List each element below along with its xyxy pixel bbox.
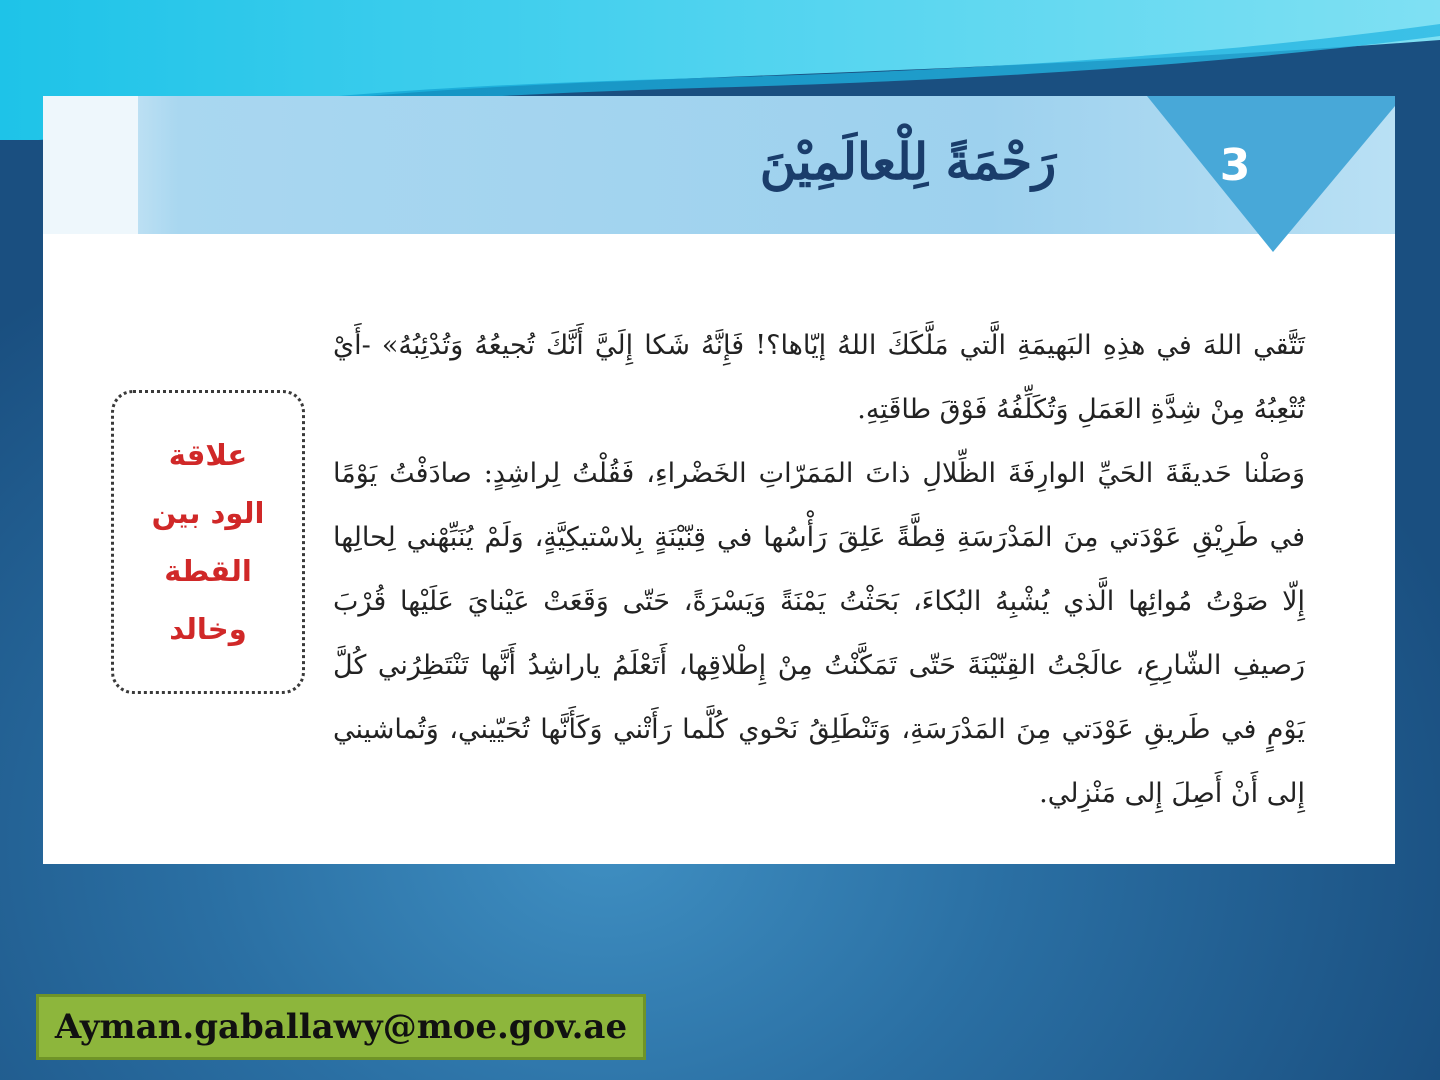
lesson-title: رَحْمَةً لِلْعالَمِيْنَ (759, 132, 1057, 191)
textbook-page (43, 96, 1395, 864)
side-note-box (111, 390, 305, 694)
side-note-line: الود بين (151, 496, 265, 530)
passage-paragraph: تَتَّقي اللهَ في هذِهِ البَهيمَةِ الَّتي مَلَّكَكَ اللهُ إيّاها؟! فَإِنَّهُ شَكا إِلَيَّ أَنَّكَ تُجيعُهُ وَتُدْئِبُهُ» -أَيْ تُتْعِبُهُ مِنْ شِدَّةِ العَمَلِ وَتُكَلِّفُهُ فَوْقَ طاقَتِهِ. (333, 330, 1305, 425)
header-band-edge (43, 96, 138, 234)
author-email: Ayman.gaballawy@moe.gov.ae (54, 1007, 628, 1047)
lesson-number: 3 (1219, 140, 1251, 191)
passage-paragraph: وَصَلْنا حَديقَةَ الحَيِّ الوارِفَةَ الظِّلالِ ذاتَ المَمَرّاتِ الخَضْراءِ، فَقُلْتُ لِراشِدٍ: صادَفْتُ يَوْمًا في طَرِيْقِ عَوْدَتي مِنَ المَدْرَسَةِ قِطَّةً عَلِقَ رَأْسُها في قِنّيْنَةٍ بِلاسْتيكِيَّةٍ، وَلَمْ يُنَبِّهْني لِحالِها إِلّا صَوْتُ مُوائِها الَّذي يُشْبِهُ البُكاءَ، بَحَثْتُ يَمْنَةً وَيَسْرَةً، حَتّى وَقَعَتْ عَيْنايَ عَلَيْها قُرْبَ رَصيفِ الشّارِعِ، عالَجْتُ القِنّيْنَةَ حَتّى تَمَكَّنْتُ مِنْ إِطْلاقِها، أَتَعْلَمُ ياراشِدُ أَنَّها تَنْتَظِرُني كُلَّ يَوْمٍ في طَريقِ عَوْدَتي مِنَ المَدْرَسَةِ، وَتَنْطَلِقُ نَحْوي كُلَّما رَأَتْني وَكَأَنَّها تُحَيّيني، وَتُماشيني إِلى أَنْ أَصِلَ إِلى مَنْزِلي. (333, 458, 1305, 809)
side-note-line: القطة (164, 554, 252, 588)
author-email-tag (36, 994, 646, 1060)
side-note-line: علاقة (168, 438, 248, 472)
side-note-line: وخالد (169, 612, 247, 646)
passage-text (333, 314, 1305, 826)
